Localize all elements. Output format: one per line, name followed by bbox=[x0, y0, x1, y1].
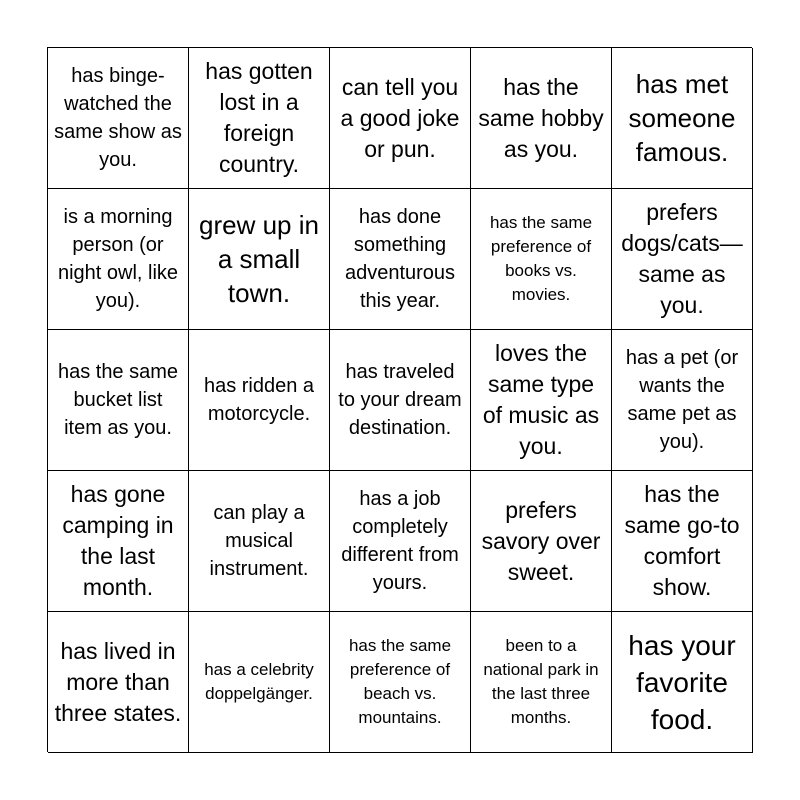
cell-text: has ridden a motorcycle. bbox=[203, 375, 315, 425]
cell-text: has the same bucket list item as you. bbox=[57, 361, 179, 439]
cell-text: has gone camping in the last month. bbox=[62, 481, 174, 600]
bingo-cell[interactable] bbox=[471, 189, 612, 330]
bingo-cell[interactable] bbox=[330, 189, 471, 330]
bingo-board bbox=[47, 47, 752, 752]
cell-text: prefers dogs/cats—same as you. bbox=[621, 199, 743, 318]
bingo-cell[interactable] bbox=[612, 48, 753, 189]
cell-text: loves the same type of music as you. bbox=[482, 340, 600, 459]
cell-text: has a celebrity doppelgänger. bbox=[204, 660, 314, 703]
cell-text: has binge-watched the same show as you. bbox=[54, 65, 182, 171]
bingo-cell[interactable] bbox=[48, 612, 189, 753]
cell-text: has met someone famous. bbox=[628, 69, 736, 167]
bingo-cell[interactable] bbox=[48, 189, 189, 330]
cell-text: has a job completely different from yours. bbox=[341, 488, 459, 594]
cell-text: grew up in a small town. bbox=[199, 210, 319, 308]
bingo-cell[interactable] bbox=[189, 612, 330, 753]
bingo-cell[interactable] bbox=[612, 189, 753, 330]
bingo-cell[interactable] bbox=[189, 189, 330, 330]
cell-text: has traveled to your dream destination. bbox=[338, 361, 462, 439]
bingo-cell[interactable] bbox=[612, 612, 753, 753]
bingo-cell[interactable] bbox=[189, 48, 330, 189]
cell-text: prefers savory over sweet. bbox=[481, 496, 601, 585]
bingo-cell[interactable] bbox=[48, 48, 189, 189]
bingo-cell[interactable] bbox=[471, 48, 612, 189]
cell-text: has the same preference of books vs. movies. bbox=[489, 213, 593, 304]
bingo-cell[interactable] bbox=[189, 330, 330, 471]
bingo-cell[interactable] bbox=[330, 48, 471, 189]
bingo-cell[interactable] bbox=[330, 471, 471, 612]
cell-text: can play a musical instrument. bbox=[209, 502, 309, 580]
bingo-cell[interactable] bbox=[48, 471, 189, 612]
bingo-cell[interactable] bbox=[612, 330, 753, 471]
cell-text: can tell you a good joke or pun. bbox=[340, 73, 460, 162]
bingo-cell[interactable] bbox=[471, 471, 612, 612]
cell-text: has the same go-to comfort show. bbox=[624, 481, 740, 600]
bingo-cell[interactable] bbox=[612, 471, 753, 612]
cell-text: has the same preference of beach vs. mountains. bbox=[348, 636, 452, 727]
cell-text: has your favorite food. bbox=[628, 629, 736, 735]
cell-text: has lived in more than three states. bbox=[54, 637, 182, 726]
cell-text: has a pet (or wants the same pet as you). bbox=[625, 347, 739, 453]
bingo-cell[interactable] bbox=[471, 612, 612, 753]
bingo-cell[interactable] bbox=[48, 330, 189, 471]
bingo-cell[interactable] bbox=[330, 612, 471, 753]
cell-text: has the same hobby as you. bbox=[478, 73, 604, 162]
cell-text: been to a national park in the last three months. bbox=[483, 636, 599, 727]
cell-text: is a morning person (or night owl, like you). bbox=[57, 206, 179, 312]
cell-text: has done something adventurous this year. bbox=[344, 206, 456, 312]
cell-text: has gotten lost in a foreign country. bbox=[205, 58, 313, 177]
bingo-cell[interactable] bbox=[189, 471, 330, 612]
bingo-cell[interactable] bbox=[330, 330, 471, 471]
bingo-cell[interactable] bbox=[471, 330, 612, 471]
